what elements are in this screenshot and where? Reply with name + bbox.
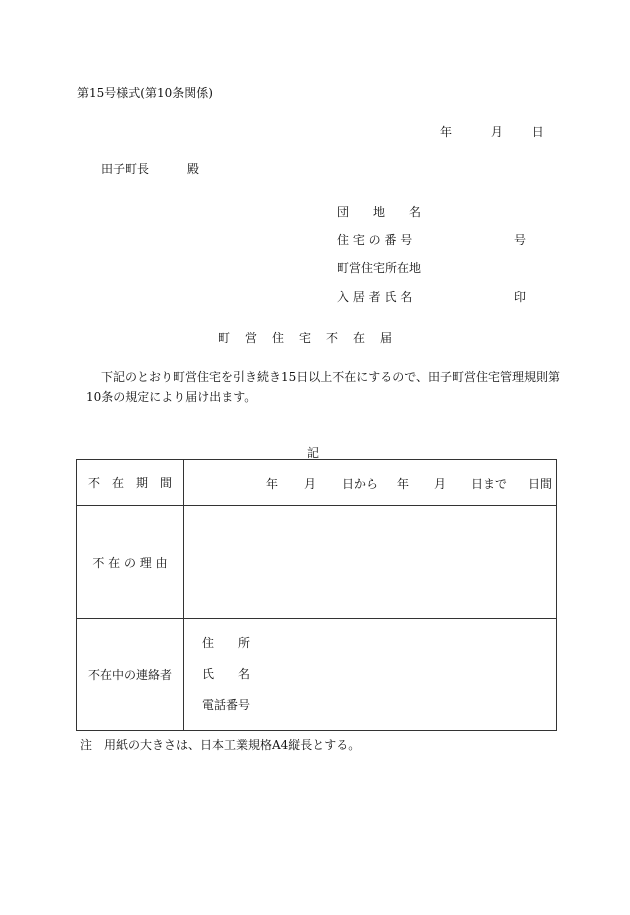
applicant-label: 団 地 名 xyxy=(337,205,422,219)
date-month-label: 月 xyxy=(490,125,503,139)
applicant-row-address xyxy=(337,259,421,276)
title-char: 不 xyxy=(326,331,339,345)
period-cell[interactable] xyxy=(184,460,557,506)
reason-label: 不 在 の 理 由 xyxy=(77,506,184,619)
period-part: 日から xyxy=(342,477,379,491)
seal-mark: 印 xyxy=(514,290,527,304)
title-char: 宅 xyxy=(299,331,312,345)
contact-cell[interactable] xyxy=(184,619,557,731)
contact-phone-label: 電話番号 xyxy=(202,698,251,712)
title-char: 住 xyxy=(272,331,285,345)
title-char: 営 xyxy=(245,331,258,345)
title-char: 在 xyxy=(353,331,366,345)
contact-address-label: 住 所 xyxy=(202,636,251,650)
reason-cell[interactable] xyxy=(184,506,557,619)
applicant-row-number xyxy=(337,231,527,248)
period-part: 日間 xyxy=(528,477,553,491)
detail-table xyxy=(76,459,557,731)
date-line xyxy=(440,123,544,140)
title-char: 町 xyxy=(218,331,231,345)
contact-row xyxy=(77,619,557,731)
contact-label: 不在中の連絡者 xyxy=(77,619,184,731)
period-part: 月 xyxy=(304,477,317,491)
addressee xyxy=(101,160,199,177)
period-part: 年 xyxy=(397,477,410,491)
addressee-name: 田子町長 xyxy=(101,162,150,176)
reason-row xyxy=(77,506,557,619)
applicant-row-name xyxy=(337,288,527,305)
document-title xyxy=(218,329,407,346)
form-number-title: 第15号様式(第10条関係) xyxy=(77,86,213,100)
period-part: 日まで xyxy=(471,477,508,491)
period-part: 年 xyxy=(266,477,279,491)
addressee-honorific: 殿 xyxy=(187,162,200,176)
applicant-row-estate xyxy=(337,203,421,220)
period-part: 月 xyxy=(434,477,447,491)
title-char: 届 xyxy=(380,331,393,345)
footnote: 注 用紙の大きさは、日本工業規格A4縦長とする。 xyxy=(80,738,361,752)
ki-heading: 記 xyxy=(307,446,320,460)
date-year-label: 年 xyxy=(440,125,453,139)
applicant-label: 住 宅 の 番 号 xyxy=(337,233,413,247)
contact-name-label: 氏 名 xyxy=(202,667,251,681)
applicant-label: 町営住宅所在地 xyxy=(337,261,422,275)
applicant-label: 入 居 者 氏 名 xyxy=(337,290,413,304)
applicant-suffix: 号 xyxy=(514,233,527,247)
body-text-line2: 10条の規定により届け出ます。 xyxy=(86,390,257,404)
period-row xyxy=(77,460,557,506)
body-text-line1: 下記のとおり町営住宅を引き続き15日以上不在にするので、田子町営住宅管理規則第 xyxy=(101,370,561,384)
period-label: 不 在 期 間 xyxy=(77,460,184,506)
date-day-label: 日 xyxy=(531,125,544,139)
